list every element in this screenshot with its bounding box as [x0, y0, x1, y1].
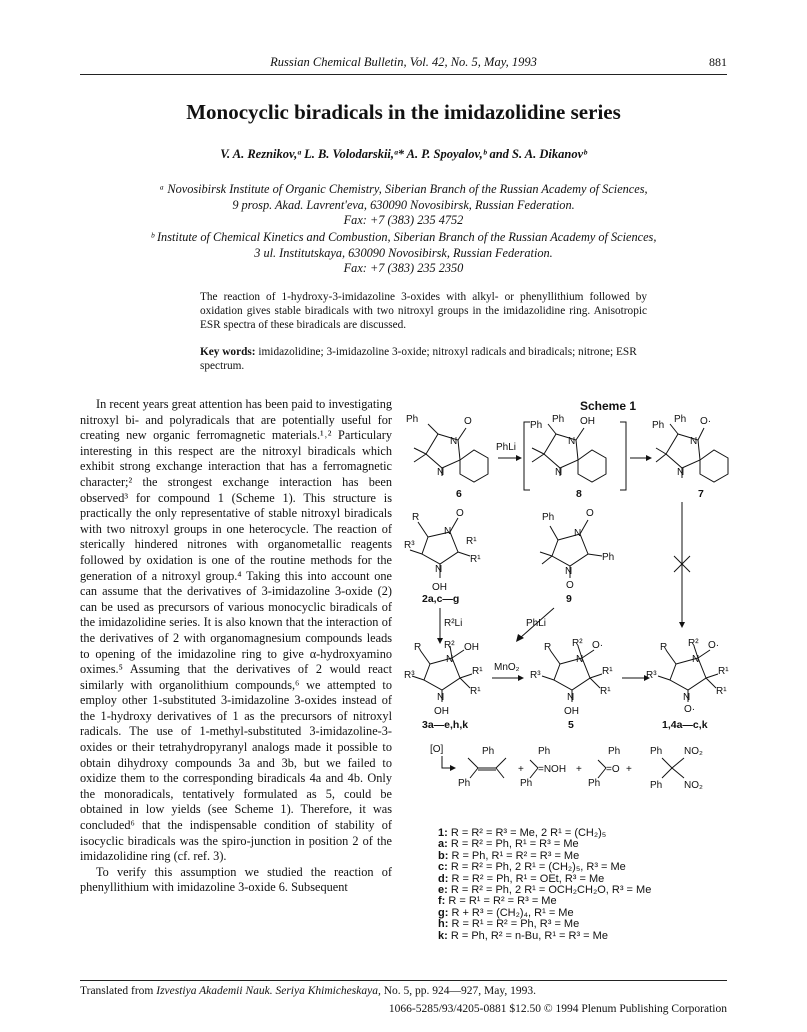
bracket-right — [620, 422, 626, 490]
body-paragraph: To verify this assumption we studied the reaction of phenyllithium with imidazoline 3-oxide 6. Subsequent — [80, 864, 392, 895]
label-o: O — [456, 508, 464, 519]
substituent-legend — [438, 828, 651, 942]
structure-7 — [652, 414, 728, 500]
legend-id: e: — [438, 884, 448, 897]
label-n: N — [446, 654, 454, 665]
label-r2: R² — [688, 638, 699, 649]
compound-5-label: 5 — [568, 719, 574, 731]
label-n: N — [435, 564, 443, 575]
arrowhead — [646, 455, 652, 461]
scheme-label: Scheme 1 — [580, 399, 637, 413]
legend-text: R = R² = Ph, R¹ = OEt, R³ = Me — [448, 872, 605, 885]
label-ph: Ph — [608, 746, 621, 757]
label-ox: [O] — [430, 744, 444, 755]
arrowhead — [516, 455, 522, 461]
legend-text: R = R² = Ph, 2 R¹ = OCH₂CH₂O, R³ = Me — [447, 884, 652, 897]
compound-2-label: 2a,c—g — [422, 593, 460, 605]
label-r1: R¹ — [600, 686, 611, 697]
label-oh: OH — [432, 582, 447, 593]
label-ph: Ph — [482, 746, 495, 757]
legend-text: R = R¹ = R² = Ph, R³ = Me — [448, 918, 580, 931]
footer-rule — [80, 980, 727, 981]
legend-id: k: — [438, 929, 448, 942]
body-column-left — [80, 397, 392, 896]
label-o: O — [566, 580, 574, 591]
oxidation-products — [430, 744, 703, 791]
label-r1: R¹ — [472, 666, 483, 677]
translation-suffix: No. 5, pp. 924—927, May, 1993. — [380, 985, 536, 997]
affiliation-a — [80, 182, 727, 229]
label-eq-o: =O — [606, 764, 620, 775]
legend-id: a: — [438, 838, 448, 851]
label-r2: R² — [444, 640, 455, 651]
label-n: N — [444, 526, 452, 537]
keywords — [200, 345, 647, 373]
label-ph: Ph — [520, 778, 533, 789]
label-o-radical: O· — [592, 640, 604, 651]
label-ph: Ph — [650, 746, 663, 757]
label-plus: + — [626, 764, 632, 775]
translation-source: Izvestiya Akademii Nauk. Seriya Khimicheskaya, — [156, 985, 381, 997]
keywords-text: imidazolidine; 3-imidazoline 3-oxide; nitroxyl radicals and biradicals; nitrone; ESR spectrum. — [200, 346, 637, 372]
label-ph: Ph — [602, 552, 615, 563]
arrowhead — [679, 622, 685, 628]
label-r1: R¹ — [466, 536, 477, 547]
arrowhead — [437, 638, 443, 644]
reagent-phli: PhLi — [526, 618, 547, 629]
legend-text: R = R² = Ph, 2 R¹ = (CH₂)₅, R³ = Me — [447, 861, 626, 874]
affiliation-a-line: 9 prosp. Akad. Lavrent'eva, 630090 Novosibirsk, Russian Federation. — [232, 197, 575, 212]
bracket-left — [524, 422, 530, 490]
label-r1: R¹ — [470, 554, 481, 565]
running-header — [80, 55, 727, 71]
label-n: N — [568, 436, 576, 447]
legend-id: d: — [438, 872, 449, 885]
structure-6 — [406, 414, 488, 500]
legend-text: R = R¹ = R² = R³ = Me — [445, 895, 557, 908]
legend-id: 1: — [438, 827, 448, 839]
legend-id: f: — [438, 895, 446, 908]
label-n: N — [677, 467, 685, 478]
label-plus: + — [518, 764, 524, 775]
compound-8-label: 8 — [576, 488, 582, 500]
label-ph: Ph — [538, 746, 551, 757]
label-oh: OH — [464, 642, 479, 653]
label-no2: NO₂ — [684, 780, 703, 791]
label-noh: =NOH — [538, 764, 567, 775]
label-r2: R² — [572, 638, 583, 649]
label-n: N — [576, 654, 584, 665]
compound-6-label: 6 — [456, 488, 462, 500]
label-r: R — [544, 642, 552, 653]
affiliation-b — [80, 230, 727, 277]
label-r1: R¹ — [716, 686, 727, 697]
label-oh: OH — [580, 416, 595, 427]
label-o-radical: O· — [700, 416, 712, 427]
abstract — [200, 290, 647, 332]
legend-text: R = Ph, R² = n-Bu, R¹ = R³ = Me — [447, 929, 608, 942]
label-n: N — [567, 692, 575, 703]
keywords-label: Key words: — [200, 346, 256, 358]
ox-arrow — [442, 756, 450, 768]
label-ph: Ph — [650, 780, 663, 791]
legend-id: b: — [438, 849, 449, 862]
label-r1: R¹ — [470, 686, 481, 697]
legend-text: R = R² = R³ = Me, 2 R¹ = (CH₂)₅ — [447, 827, 607, 839]
label-ph: Ph — [552, 414, 565, 425]
translation-note — [80, 985, 536, 997]
label-r: R — [660, 642, 668, 653]
label-ph: Ph — [674, 414, 687, 425]
label-plus: + — [576, 764, 582, 775]
page-number: 881 — [709, 55, 727, 69]
arrowhead — [518, 675, 524, 681]
scheme-drawing — [404, 412, 738, 832]
structure-4 — [646, 638, 729, 731]
copyright-line: 1066-5285/93/4205-0881 $12.50 © 1994 Plenum Publishing Corporation — [388, 1003, 727, 1015]
affiliation-b-line: Fax: +7 (383) 235 2350 — [343, 261, 464, 275]
reagent-r2li: R²Li — [444, 618, 463, 629]
label-r3: R³ — [404, 540, 415, 551]
body-paragraph: In recent years great attention has been paid to investigating nitroxyl bi- and polyradicals that are potentially useful for creating new organic ferromagnetic materials.¹˒² Particulary interesting in this respect are the nitroxyl biradicals which exhibit strong exchange interaction that has a ferromagnetic character;² the strongest exchange interaction has been observed³ for compound 1 (Scheme 1). This structure is practically the only representative of stable nitroxyl biradicals with two nitroxyl groups in one heterocycle. The reaction of sterically hindered nitrones with organometallic reagents followed by oxidation is one of the routine methods for the generation of a nitroxyl group.⁴ Taking this into account one can assume that the derivatives of 3-imidazoline 3-oxide (2) can be used as precursors of various monocyclic biradicals of the imidazolidine series. It is also known that the interaction of the derivatives of 2 with organomagnesium compounds leads to opening of the imidazoline ring to give α-hydroxyamino oximes.⁵ Assuming that the derivatives of 2 would react similarly with organolithium compounds,⁶ we attempted to employ other 1-substituted 3-imidazoline 3-oxides instead of the 1-hydroxy derivatives of 1 as the precursors of nitroxyl radicals. The use of 1-methyl-substituted 3-imidazoline-3-oxides or their tetrahydropyranyl analogs made it possible to obtain dihydroxy compounds 3a and 3b, but we failed to oxidize them to the corresponding biradicals 4a and 4b. Only the monoradicals, tentatively formulated as 5, could be obtained in low yields (see Scheme 1). Therefore, it was concluded⁶ that the indispensable condition of stability of isocyclic biradicals was the spiro-junction in position 2 of the imidazolidine ring (cf. ref. 3). — [80, 397, 392, 864]
label-oh: OH — [564, 706, 579, 717]
label-o: O — [464, 416, 472, 427]
affiliation-b-line: 3 ul. Institutskaya, 630090 Novosibirsk, Russian Federation. — [254, 245, 553, 260]
label-n: N — [437, 692, 445, 703]
journal-citation: Russian Chemical Bulletin, Vol. 42, No. 5, May, 1993 — [270, 55, 537, 69]
legend-id: c: — [438, 861, 448, 874]
label-n: N — [692, 654, 700, 665]
header-rule — [80, 74, 727, 75]
reagent-mno2: MnO₂ — [494, 662, 520, 673]
label-ph: Ph — [588, 778, 601, 789]
paper-title: Monocyclic biradicals in the imidazolidine series — [186, 100, 621, 124]
affiliation-a-line: ᵃ Novosibirsk Institute of Organic Chemistry, Siberian Branch of the Russian Academy of Sciences, — [159, 182, 648, 196]
label-ph: Ph — [458, 778, 471, 789]
legend-text: R + R³ = (CH₂)₄, R¹ = Me — [448, 906, 574, 919]
label-n: N — [450, 436, 458, 447]
legend-row — [438, 931, 651, 942]
structure-2 — [404, 508, 481, 605]
label-r3: R³ — [530, 670, 541, 681]
affiliation-b-line: ᵇ Institute of Chemical Kinetics and Combustion, Siberian Branch of the Russian Academy of Sciences, — [150, 230, 657, 244]
compound-4-label: 1,4a—c,k — [662, 719, 708, 731]
label-ph: Ph — [542, 512, 555, 523]
label-ph: Ph — [652, 420, 665, 431]
abstract-text: The reaction of 1-hydroxy-3-imidazoline 3-oxides with alkyl- or phenyllithium followed by oxidation gives stable biradicals with two nitroxyl groups in the imidazolidine ring. Anisotropic ESR spectra of these biradicals are discussed. — [200, 291, 647, 331]
author-list: V. A. Reznikov,ᵃ L. B. Volodarskii,ᵃ* A. P. Spoyalov,ᵇ and S. A. Dikanovᵇ — [220, 147, 587, 161]
legend-text: R = Ph, R¹ = R² = R³ = Me — [448, 849, 580, 862]
label-r1: R¹ — [718, 666, 729, 677]
label-r3: R³ — [646, 670, 657, 681]
label-n: N — [690, 436, 698, 447]
label-n: N — [437, 467, 445, 478]
reaction-scheme — [404, 412, 738, 832]
structure-9 — [540, 508, 614, 605]
arrowhead — [450, 765, 456, 771]
label-n: N — [574, 528, 582, 539]
label-oh: OH — [434, 706, 449, 717]
label-r: R — [412, 512, 420, 523]
translation-prefix: Translated from — [80, 985, 157, 997]
compound-3-label: 3a—e,h,k — [422, 719, 469, 731]
structure-5 — [530, 638, 613, 731]
label-ph: Ph — [530, 420, 543, 431]
label-r1: R¹ — [602, 666, 613, 677]
label-o: O — [586, 508, 594, 519]
label-no2: NO₂ — [684, 746, 703, 757]
label-r: R — [414, 642, 422, 653]
label-o-radical: O· — [708, 640, 720, 651]
reagent-phli: PhLi — [496, 442, 517, 453]
label-n: N — [683, 692, 691, 703]
label-r3: R³ — [404, 670, 415, 681]
label-ph: Ph — [406, 414, 419, 425]
compound-9-label: 9 — [566, 593, 572, 605]
label-n: N — [565, 566, 573, 577]
structure-8 — [530, 414, 606, 500]
structure-3 — [404, 640, 483, 731]
legend-id: g: — [438, 906, 449, 919]
label-n: N — [555, 467, 563, 478]
legend-id: h: — [438, 918, 449, 931]
label-o-radical: O· — [684, 704, 696, 715]
affiliation-a-line: Fax: +7 (383) 235 4752 — [343, 213, 464, 227]
legend-text: R = R² = Ph, R¹ = R³ = Me — [447, 838, 579, 851]
compound-7-label: 7 — [698, 488, 704, 500]
